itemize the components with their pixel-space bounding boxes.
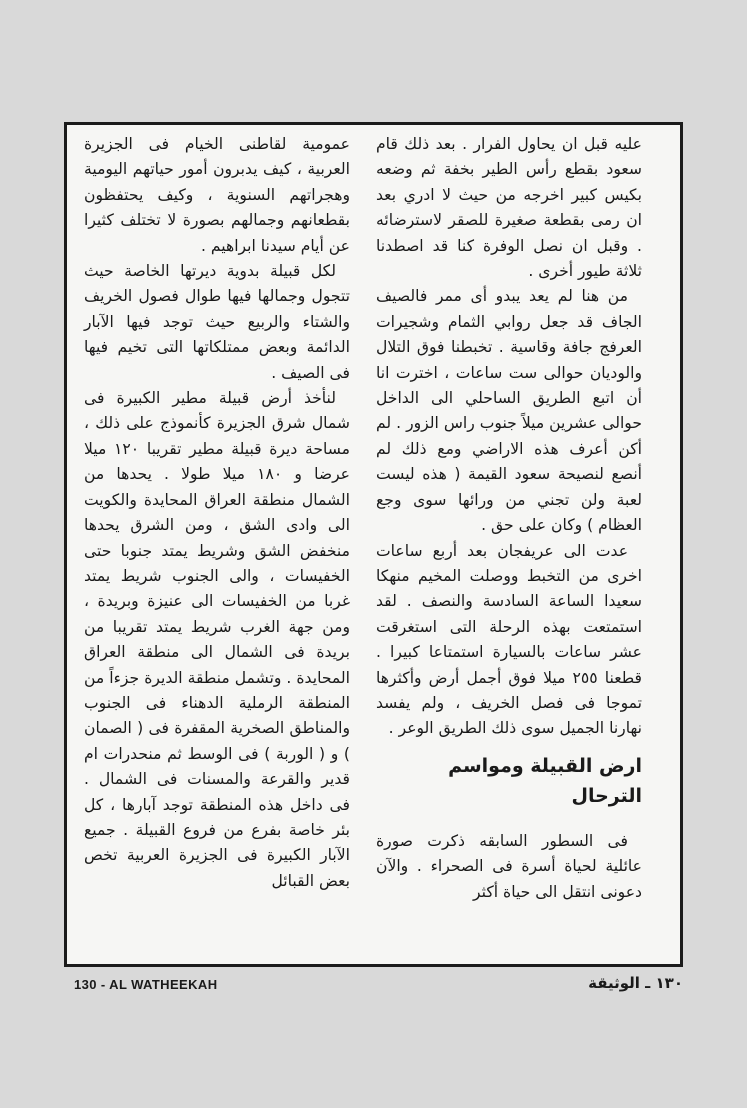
article-paragraph: عليه قبل ان يحاول الفرار . بعد ذلك قام سعود بقطع رأس الطير بخفة ثم وضعه بكيس كبير اخرجه من حيث لا ادري بعد ان رمى بقطعة صغيرة للصقر لاسترضائه . وقبل ان نصل الوفرة كنا قد اصطدنا ثلاثة طيور أخرى .	[376, 135, 642, 281]
article-frame	[64, 122, 683, 967]
article-paragraph: عدت الى عريفجان بعد أربع ساعات اخرى من التخبط ووصلت المخيم منهكا سعيدا الساعة السادسة والنصف . لقد استمتعت بهذه الرحلة التى استغرقت عشر ساعات بالسيارة استمتاعا كبيرا . قطعنا ٢٥٥ ميلا فوق أجمل أرض وأكثرها تموجا فى فصل الخريف ، ولم يفسد نهارنا الجميل سوى ذلك الطريق الوعر .	[376, 541, 642, 738]
section-heading: ارض القبيلة ومواسم الترحال	[448, 754, 642, 807]
article-paragraph: فى السطور السابقه ذكرت صورة عائلية لحياة أسرة فى الصحراء . والآن دعونى انتقل الى حياة أكثر	[376, 831, 642, 901]
article-paragraph: لنأخذ أرض قبيلة مطير الكبيرة فى شمال شرق الجزيرة كأنموذج على ذلك ، مساحة ديرة قبيلة مطير تقريبا ١٢٠ ميلا عرضا و ١٨٠ ميلا طولا . يحدها من الشمال منطقة العراق المحايدة والكويت الى وادى الشق ، ومن الشرق يحدها منخفض الشق وشريط يمتد جنوبا حتى الخفيسات ، والى الجنوب شريط يمتد غربا من الخفيسات الى عنيزة وبريدة ، ومن جهة الغرب شريط يمتد تقريبا من بريدة فى الشمال الى منطقة العراق المحايدة . وتشمل منطقة الديرة جزءاً من المنطقة الرملية الدهناء فى الجنوب والمناطق الصخرية المقفرة فى ( الصمان ) و ( الوربة ) فى الوسط ثم منحدرات ام قدير والقرعة والمسنات فى الشمال . فى داخل هذه المنطقة توجد آبارها ، كل بئر خاصة بفرع من فروع القبيلة . جميع الآبار الكبيرة فى الجزيرة العربية تخص بعض القبائل	[84, 389, 351, 890]
article-paragraph: من هنا لم يعد يبدو أى ممر فالصيف الجاف قد جعل روابي الثمام وشجيرات العرفج جافة وقاسية . تخبطنا فوق التلال والوديان حوالى ست ساعات ، اخترت انا أن اتبع الطريق الساحلي الى الداخل حوالى عشرين ميلاً جنوب راس الزور . لم أكن أعرف هذه الاراضي ومع ذلك لم أنصع لنصيحة سعود القيمة ( هذه ليست لعبة ولن تجني من ورائها سوى وجع العظام ) وكان على حق .	[376, 287, 642, 535]
article-paragraph: لكل قبيلة بدوية ديرتها الخاصة حيث تتجول وجمالها فيها طوال فصول الخريف والشتاء والربيع حيث توجد فيها الآبار الدائمة وبعض ممتلكاتها التى تخيم فيها فى الصيف .	[84, 262, 350, 382]
page-number-english: 130 - AL WATHEEKAH	[74, 977, 218, 992]
article-column-right	[376, 132, 642, 905]
article-paragraph: عمومية لقاطنى الخيام فى الجزيرة العربية ، كيف يدبرون أمور حياتهم اليومية وهجراتهم السنوية ، وكيف يحتفظون بقطعانهم وجمالهم بصورة لا تختلف كثيرا عن أيام سيدنا ابراهيم .	[84, 135, 350, 255]
article-column-left	[84, 132, 350, 894]
page-number-arabic: ١٣٠ ـ الوثيقة	[588, 974, 683, 992]
